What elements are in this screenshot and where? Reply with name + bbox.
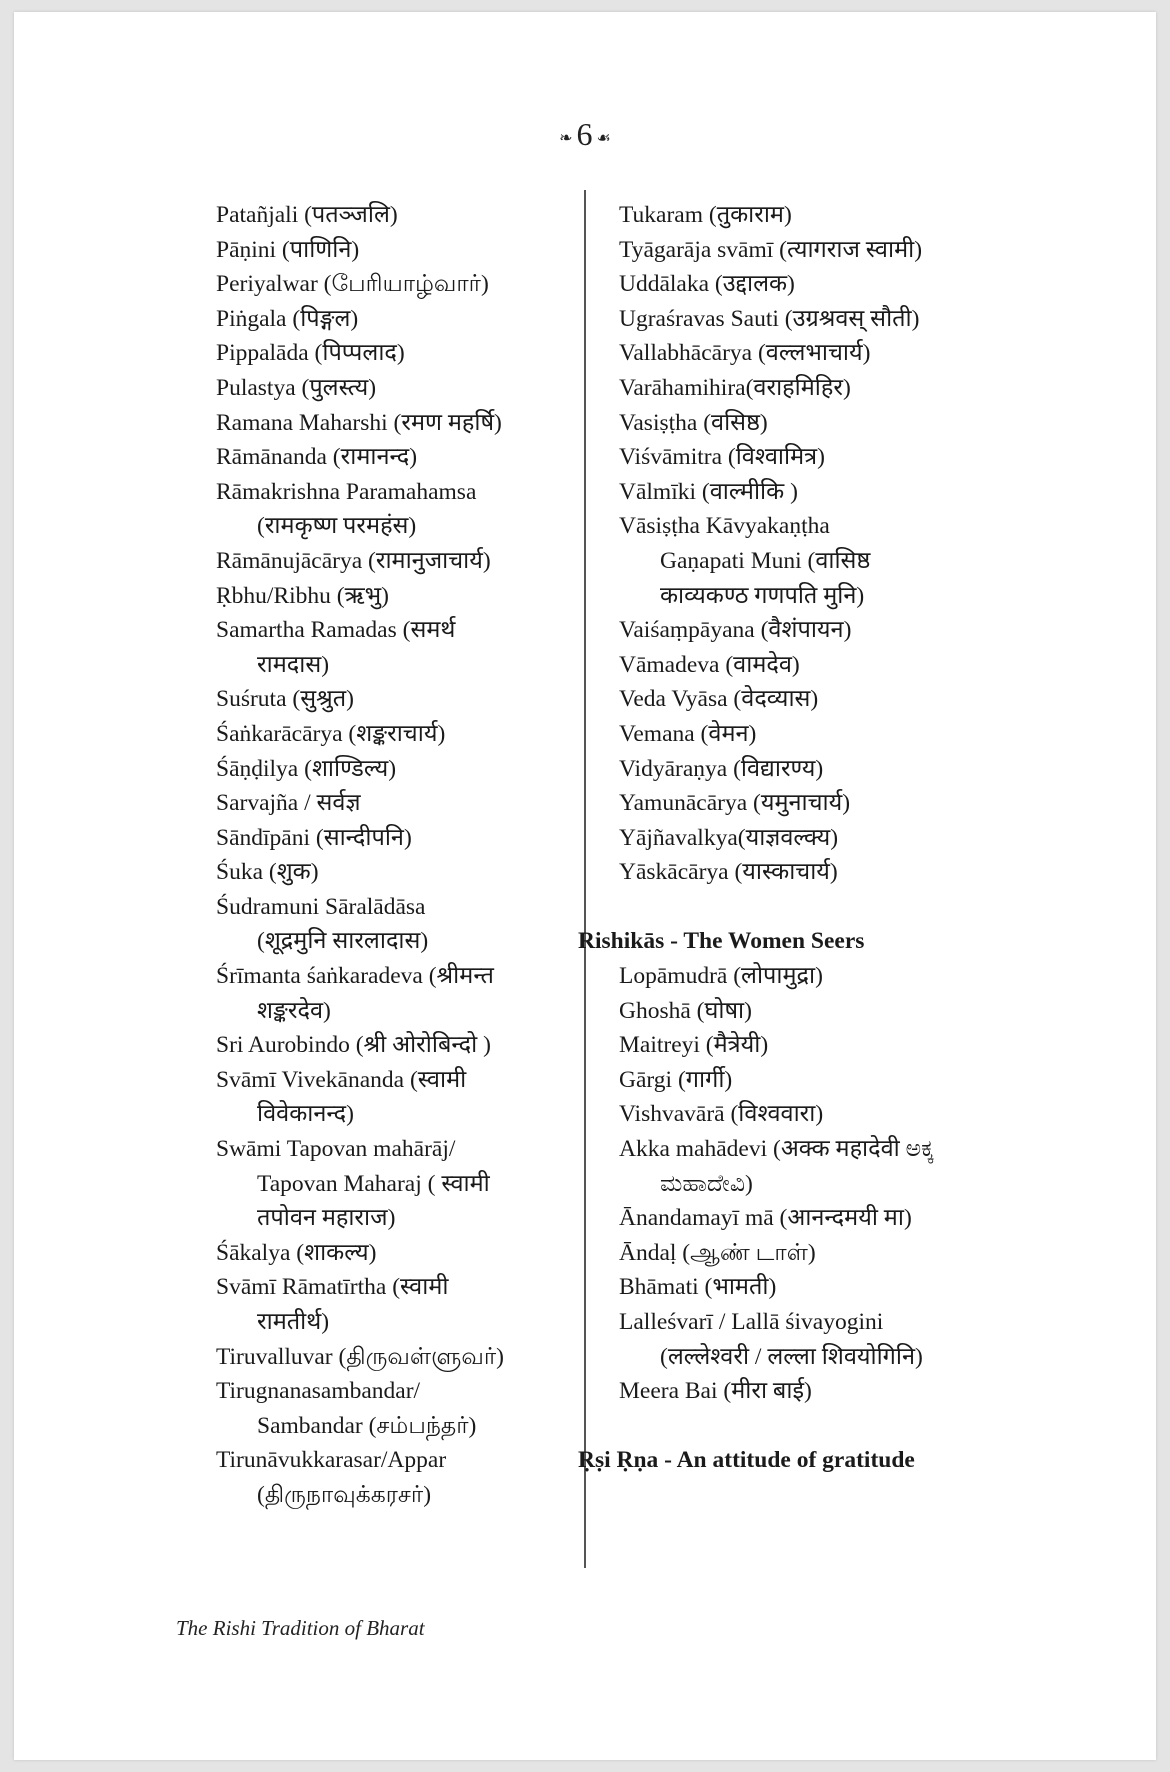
entry-line: Rāmakrishna Paramahamsa — [216, 478, 477, 505]
name-entry — [619, 198, 1039, 233]
women-seers-heading: Rishikās - The Women Seers — [578, 928, 865, 955]
name-entry — [216, 1340, 576, 1375]
name-entry — [216, 821, 576, 856]
entry-line: Yamunācārya (यमुनाचार्य) — [619, 790, 851, 817]
name-entry — [216, 717, 576, 752]
entry-line: Śrīmanta śaṅkaradeva (श्रीमन्त — [216, 963, 494, 990]
name-entry — [619, 1097, 1039, 1132]
name-entry — [216, 1236, 576, 1271]
entry-line: Vāmadeva (वामदेव) — [619, 651, 800, 678]
entry-line: Vidyāraṇya (विद्यारण्य) — [619, 755, 824, 782]
entry-line: Ramana Maharshi (रमण महर्षि) — [216, 409, 502, 436]
name-entry — [216, 198, 576, 233]
name-entry — [619, 1028, 1039, 1063]
entry-continuation: विवेकानन्द) — [257, 1101, 354, 1128]
name-entry — [619, 440, 1039, 475]
entry-line: Samartha Ramadas (समर्थ — [216, 617, 456, 644]
entry-line: Tukaram (तुकाराम) — [619, 202, 792, 228]
entry-continuation: (शूद्रमुनि सारलादास) — [257, 928, 429, 955]
entry-line: Vaiśaṃpāyana (वैशंपायन) — [619, 617, 852, 644]
name-entry — [216, 336, 576, 371]
name-entry — [619, 336, 1039, 371]
name-entry — [619, 406, 1039, 441]
name-entry — [619, 1236, 1039, 1271]
entry-line: Tyāgarāja svāmī (त्यागराज स्वामी) — [619, 236, 923, 263]
entry-line: Sri Aurobindo (श्री ओरोबिन्दो ) — [216, 1032, 491, 1059]
entry-line: Periyalwar (பேரியாழ்வார்) — [216, 271, 489, 298]
name-entry — [216, 613, 576, 682]
entry-line: Tirugnanasambandar/ — [216, 1378, 421, 1405]
name-entry — [216, 579, 576, 614]
entry-line: Rāmānanda (रामानन्द) — [216, 444, 418, 471]
entry-line: Gārgi (गार्गी) — [619, 1066, 733, 1093]
name-entry — [619, 752, 1039, 787]
name-entry — [216, 544, 576, 579]
name-entry — [216, 440, 576, 475]
women-seers-list — [619, 959, 1039, 1409]
column-divider — [584, 190, 586, 1568]
entry-continuation: Gaṇapati Muni (वासिष्ठ — [660, 547, 871, 574]
entry-line: Yājñavalkya(याज्ञवल्क्य) — [619, 824, 839, 851]
entry-line: Vallabhācārya (वल्लभाचार्य) — [619, 340, 871, 367]
entry-line: Varāhamihira(वराहमिहिर) — [619, 374, 851, 401]
name-entry — [619, 821, 1039, 856]
entry-line: Pippalāda (पिप्पलाद) — [216, 340, 405, 367]
name-entry — [216, 302, 576, 337]
book-page — [14, 12, 1156, 1760]
name-entry — [619, 855, 1039, 890]
entry-line: Bhāmati (भामती) — [619, 1274, 777, 1301]
name-entry — [619, 648, 1039, 683]
name-entry — [216, 475, 576, 544]
entry-continuation: रामदास) — [257, 651, 330, 678]
entry-line: Vishvavārā (विश्ववारा) — [619, 1101, 824, 1128]
entry-line: Vālmīki (वाल्मीकि ) — [619, 478, 798, 505]
entry-continuation: काव्यकण्ठ गणपति मुनि) — [660, 582, 865, 609]
entry-line: Lopāmudrā (लोपामुद्रा) — [619, 963, 823, 990]
name-entry — [216, 1270, 576, 1339]
entry-continuation: रामतीर्थ) — [257, 1309, 330, 1335]
rsi-rna-heading: Ṛṣi Ṛṇa - An attitude of gratitude — [578, 1447, 915, 1474]
name-entry — [619, 1305, 1039, 1374]
name-entry — [619, 509, 1039, 613]
entry-line: Tiruvalluvar (திருவள்ளுவர்) — [216, 1343, 504, 1370]
name-entry — [216, 786, 576, 821]
entry-line: Pāṇini (पाणिनि) — [216, 236, 360, 263]
entry-line: Ṛbhu/Ribhu (ऋभु) — [216, 582, 389, 609]
entry-line: Ugraśravas Sauti (उग्रश्रवस् सौती) — [619, 305, 920, 332]
name-entry — [619, 1063, 1039, 1098]
name-entry — [216, 752, 576, 787]
name-entry — [619, 371, 1039, 406]
entry-continuation: ಮಹಾದೇವಿ) — [660, 1170, 753, 1197]
entry-line: Suśruta (सुश्रुत) — [216, 686, 354, 713]
name-entry — [619, 613, 1039, 648]
name-entry — [619, 717, 1039, 752]
name-entry — [216, 1063, 576, 1132]
name-entry — [216, 855, 576, 890]
name-entry — [216, 682, 576, 717]
entry-line: Svāmī Vivekānanda (स्वामी — [216, 1066, 467, 1093]
entry-line: Meera Bai (मीरा बाई) — [619, 1378, 812, 1405]
name-entry — [619, 1201, 1039, 1236]
entry-line: Uddālaka (उद्दालक) — [619, 271, 795, 298]
right-column — [578, 198, 1039, 1478]
entry-line: Ghoshā (घोषा) — [619, 997, 752, 1024]
name-entry — [216, 890, 576, 959]
entry-line: Tirunāvukkarasar/Appar — [216, 1447, 447, 1474]
name-entry — [619, 233, 1039, 268]
name-entry — [619, 1270, 1039, 1305]
name-entry — [216, 959, 576, 1028]
name-entry — [619, 1374, 1039, 1409]
entry-line: Viśvāmitra (विश्वामित्र) — [619, 444, 825, 471]
ornament-left-icon: ❧ — [559, 129, 573, 147]
left-column — [216, 198, 576, 1513]
right-column-entries — [619, 198, 1039, 890]
name-entry — [619, 267, 1039, 302]
name-entry — [216, 406, 576, 441]
entry-continuation: Sambandar (சம்பந்தர்) — [257, 1412, 477, 1439]
running-footer: The Rishi Tradition of Bharat — [176, 1616, 425, 1640]
entry-line: Akka mahādevi (अक्क महादेवी ಅಕ್ಕ — [619, 1136, 934, 1163]
entry-continuation: (திருநாவுக்கரசர்) — [257, 1481, 432, 1508]
entry-line: Piṅgala (पिङ्गल) — [216, 305, 359, 332]
section-gap — [619, 890, 1039, 925]
name-entry — [619, 994, 1039, 1029]
page-number: 6 — [576, 116, 593, 152]
entry-continuation: (रामकृष्ण परमहंस) — [257, 513, 417, 540]
entry-line: Śākalya (शाकल्य) — [216, 1239, 377, 1266]
entry-line: Swāmi Tapovan mahārāj/ — [216, 1136, 456, 1163]
name-entry — [216, 1132, 576, 1236]
entry-line: Sarvajña / सर्वज्ञ — [216, 790, 361, 817]
name-entry — [619, 1132, 1039, 1201]
entry-line: Rāmānujācārya (रामानुजाचार्य) — [216, 547, 491, 574]
name-entry — [216, 1443, 576, 1512]
name-entry — [216, 267, 576, 302]
name-entry — [619, 302, 1039, 337]
name-entry — [216, 371, 576, 406]
ornament-right-icon: ☙ — [596, 129, 611, 147]
name-entry — [619, 959, 1039, 994]
name-entry — [216, 1374, 576, 1443]
name-entry — [619, 475, 1039, 510]
entry-line: Svāmī Rāmatīrtha (स्वामी — [216, 1274, 449, 1301]
entry-line: Śudramuni Sāralādāsa — [216, 893, 426, 920]
entry-line: Āndaḷ (ஆண் டாள்) — [619, 1239, 816, 1266]
entry-line: Vāsiṣṭha Kāvyakaṇṭha — [619, 513, 830, 540]
entry-line: Śaṅkarācārya (शङ्कराचार्य) — [216, 720, 446, 747]
name-entry — [619, 682, 1039, 717]
entry-line: Śuka (शुक) — [216, 859, 319, 886]
entry-line: Yāskācārya (यास्काचार्य) — [619, 859, 838, 886]
entry-line: Pulastya (पुलस्त्य) — [216, 374, 377, 401]
section-gap — [619, 1409, 1039, 1444]
name-entry — [216, 1028, 576, 1063]
entry-continuation: तपोवन महाराज) — [257, 1205, 396, 1232]
entry-line: Vemana (वेमन) — [619, 720, 757, 747]
entry-line: Sāndīpāni (सान्दीपनि) — [216, 824, 412, 851]
entry-line: Lalleśvarī / Lallā śivayogini — [619, 1309, 884, 1335]
name-entry — [619, 786, 1039, 821]
entry-line: Maitreyi (मैत्रेयी) — [619, 1032, 769, 1059]
entry-continuation: (लल्लेश्वरी / लल्ला शिवयोगिनि) — [660, 1343, 923, 1370]
entry-line: Vasiṣṭha (वसिष्ठ) — [619, 409, 768, 436]
name-entry — [216, 233, 576, 268]
entry-continuation: शङ्करदेव) — [257, 997, 331, 1024]
entry-line: Ānandamayī mā (आनन्दमयी मा) — [619, 1205, 912, 1232]
entry-line: Śāṇḍilya (शाण्डिल्य) — [216, 755, 397, 782]
entry-line: Veda Vyāsa (वेदव्यास) — [619, 686, 819, 713]
entry-line: Patañjali (पतञ्जलि) — [216, 202, 398, 228]
entry-continuation: Tapovan Maharaj ( स्वामी — [257, 1170, 490, 1197]
page-number-header — [14, 116, 1156, 153]
